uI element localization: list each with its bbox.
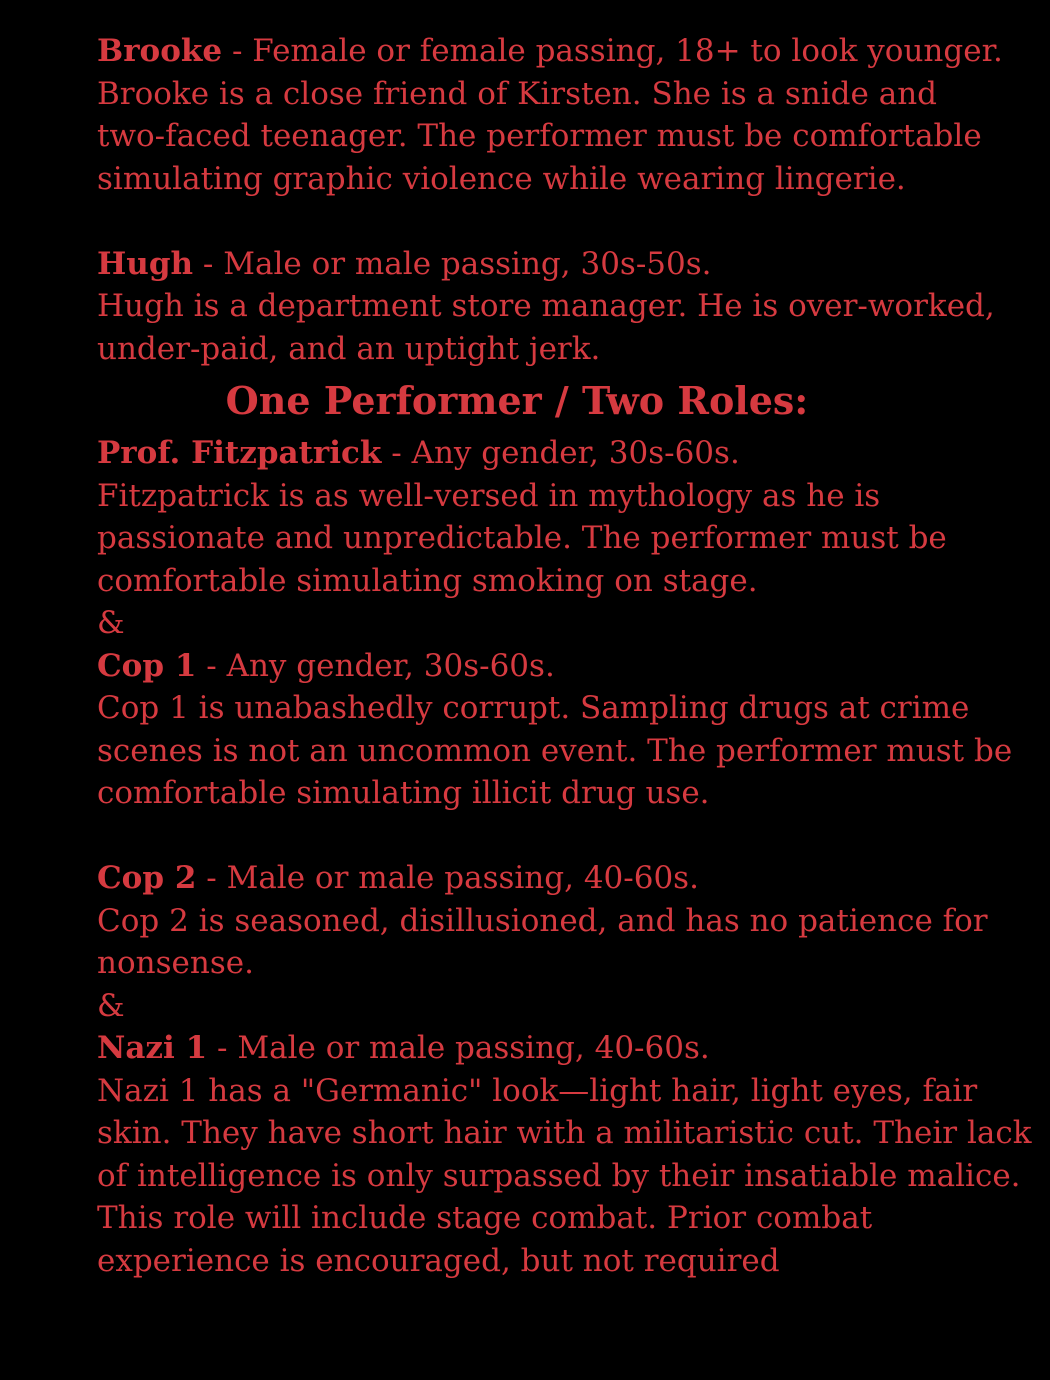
role-description-line: comfortable simulating smoking on stage. [97, 562, 758, 599]
role-summary: - Male or male passing, 40-60s. [207, 1030, 710, 1066]
role-cop-2 [97, 857, 988, 985]
role-summary: - Male or male passing, 30s-50s. [193, 245, 712, 282]
role-summary: - Female or female passing, 18+ to look younger. [222, 33, 1003, 69]
role-name: Prof. Fitzpatrick [97, 435, 382, 471]
ampersand-separator: & [97, 605, 125, 641]
role-description-line: experience is encouraged, but not required [97, 1242, 780, 1279]
role-description-line: of intelligence is only surpassed by their insatiable malice. [97, 1157, 1021, 1194]
role-description-line: Cop 1 is unabashedly corrupt. Sampling drugs at crime [97, 690, 970, 726]
role-summary: - Male or male passing, 40-60s. [196, 860, 699, 896]
role-header [97, 243, 977, 286]
role-name: Nazi 1 [97, 1030, 208, 1066]
role-cop-1 [97, 645, 1013, 815]
role-header [97, 432, 977, 475]
role-description-line: Fitzpatrick is as well-versed in mythology as he is [97, 477, 881, 514]
role-header [97, 857, 977, 900]
role-name: Hugh [97, 245, 194, 282]
role-name: Cop 2 [97, 860, 197, 896]
role-description-line: simulating graphic violence while wearing lingerie. [97, 160, 906, 197]
role-description-line: nonsense. [97, 945, 254, 981]
role-description-line: scenes is not an uncommon event. The performer must be [97, 732, 1013, 769]
role-summary: - Any gender, 30s-60s. [196, 647, 555, 684]
role-description-line: Cop 2 is seasoned, disillusioned, and has no patience for [97, 902, 988, 939]
role-name: Cop 1 [97, 647, 197, 684]
spacer [97, 200, 977, 243]
role-description-line: Brooke is a close friend of Kirsten. She is a snide and [97, 75, 937, 112]
role-header [97, 645, 977, 688]
role-nazi-1 [97, 1027, 1032, 1282]
role-description-line: comfortable simulating illicit drug use. [97, 775, 710, 811]
role-description-line: two-faced teenager. The performer must be comfortable [97, 118, 982, 154]
section-heading: One Performer / Two Roles: [225, 378, 809, 423]
role-description-line: This role will include stage combat. Prior combat [97, 1200, 873, 1236]
role-header [97, 30, 1003, 73]
role-header [97, 1027, 977, 1070]
role-description-line: passionate and unpredictable. The performer must be [97, 520, 947, 556]
role-description-line: skin. They have short hair with a militaristic cut. Their lack [97, 1115, 1032, 1151]
role-prof-fitzpatrick [97, 432, 977, 602]
ampersand-separator: & [97, 987, 125, 1024]
role-name: Brooke [97, 33, 223, 69]
spacer [97, 815, 977, 858]
role-description-line: Nazi 1 has a "Germanic" look—light hair, light eyes, fair [97, 1072, 978, 1109]
role-description-line: Hugh is a department store manager. He is over-worked, [97, 288, 995, 324]
casting-document [97, 30, 1032, 1282]
role-brooke [97, 30, 1003, 200]
role-description-line: under-paid, and an uptight jerk. [97, 330, 601, 367]
role-hugh [97, 243, 995, 371]
role-summary: - Any gender, 30s-60s. [381, 435, 740, 471]
